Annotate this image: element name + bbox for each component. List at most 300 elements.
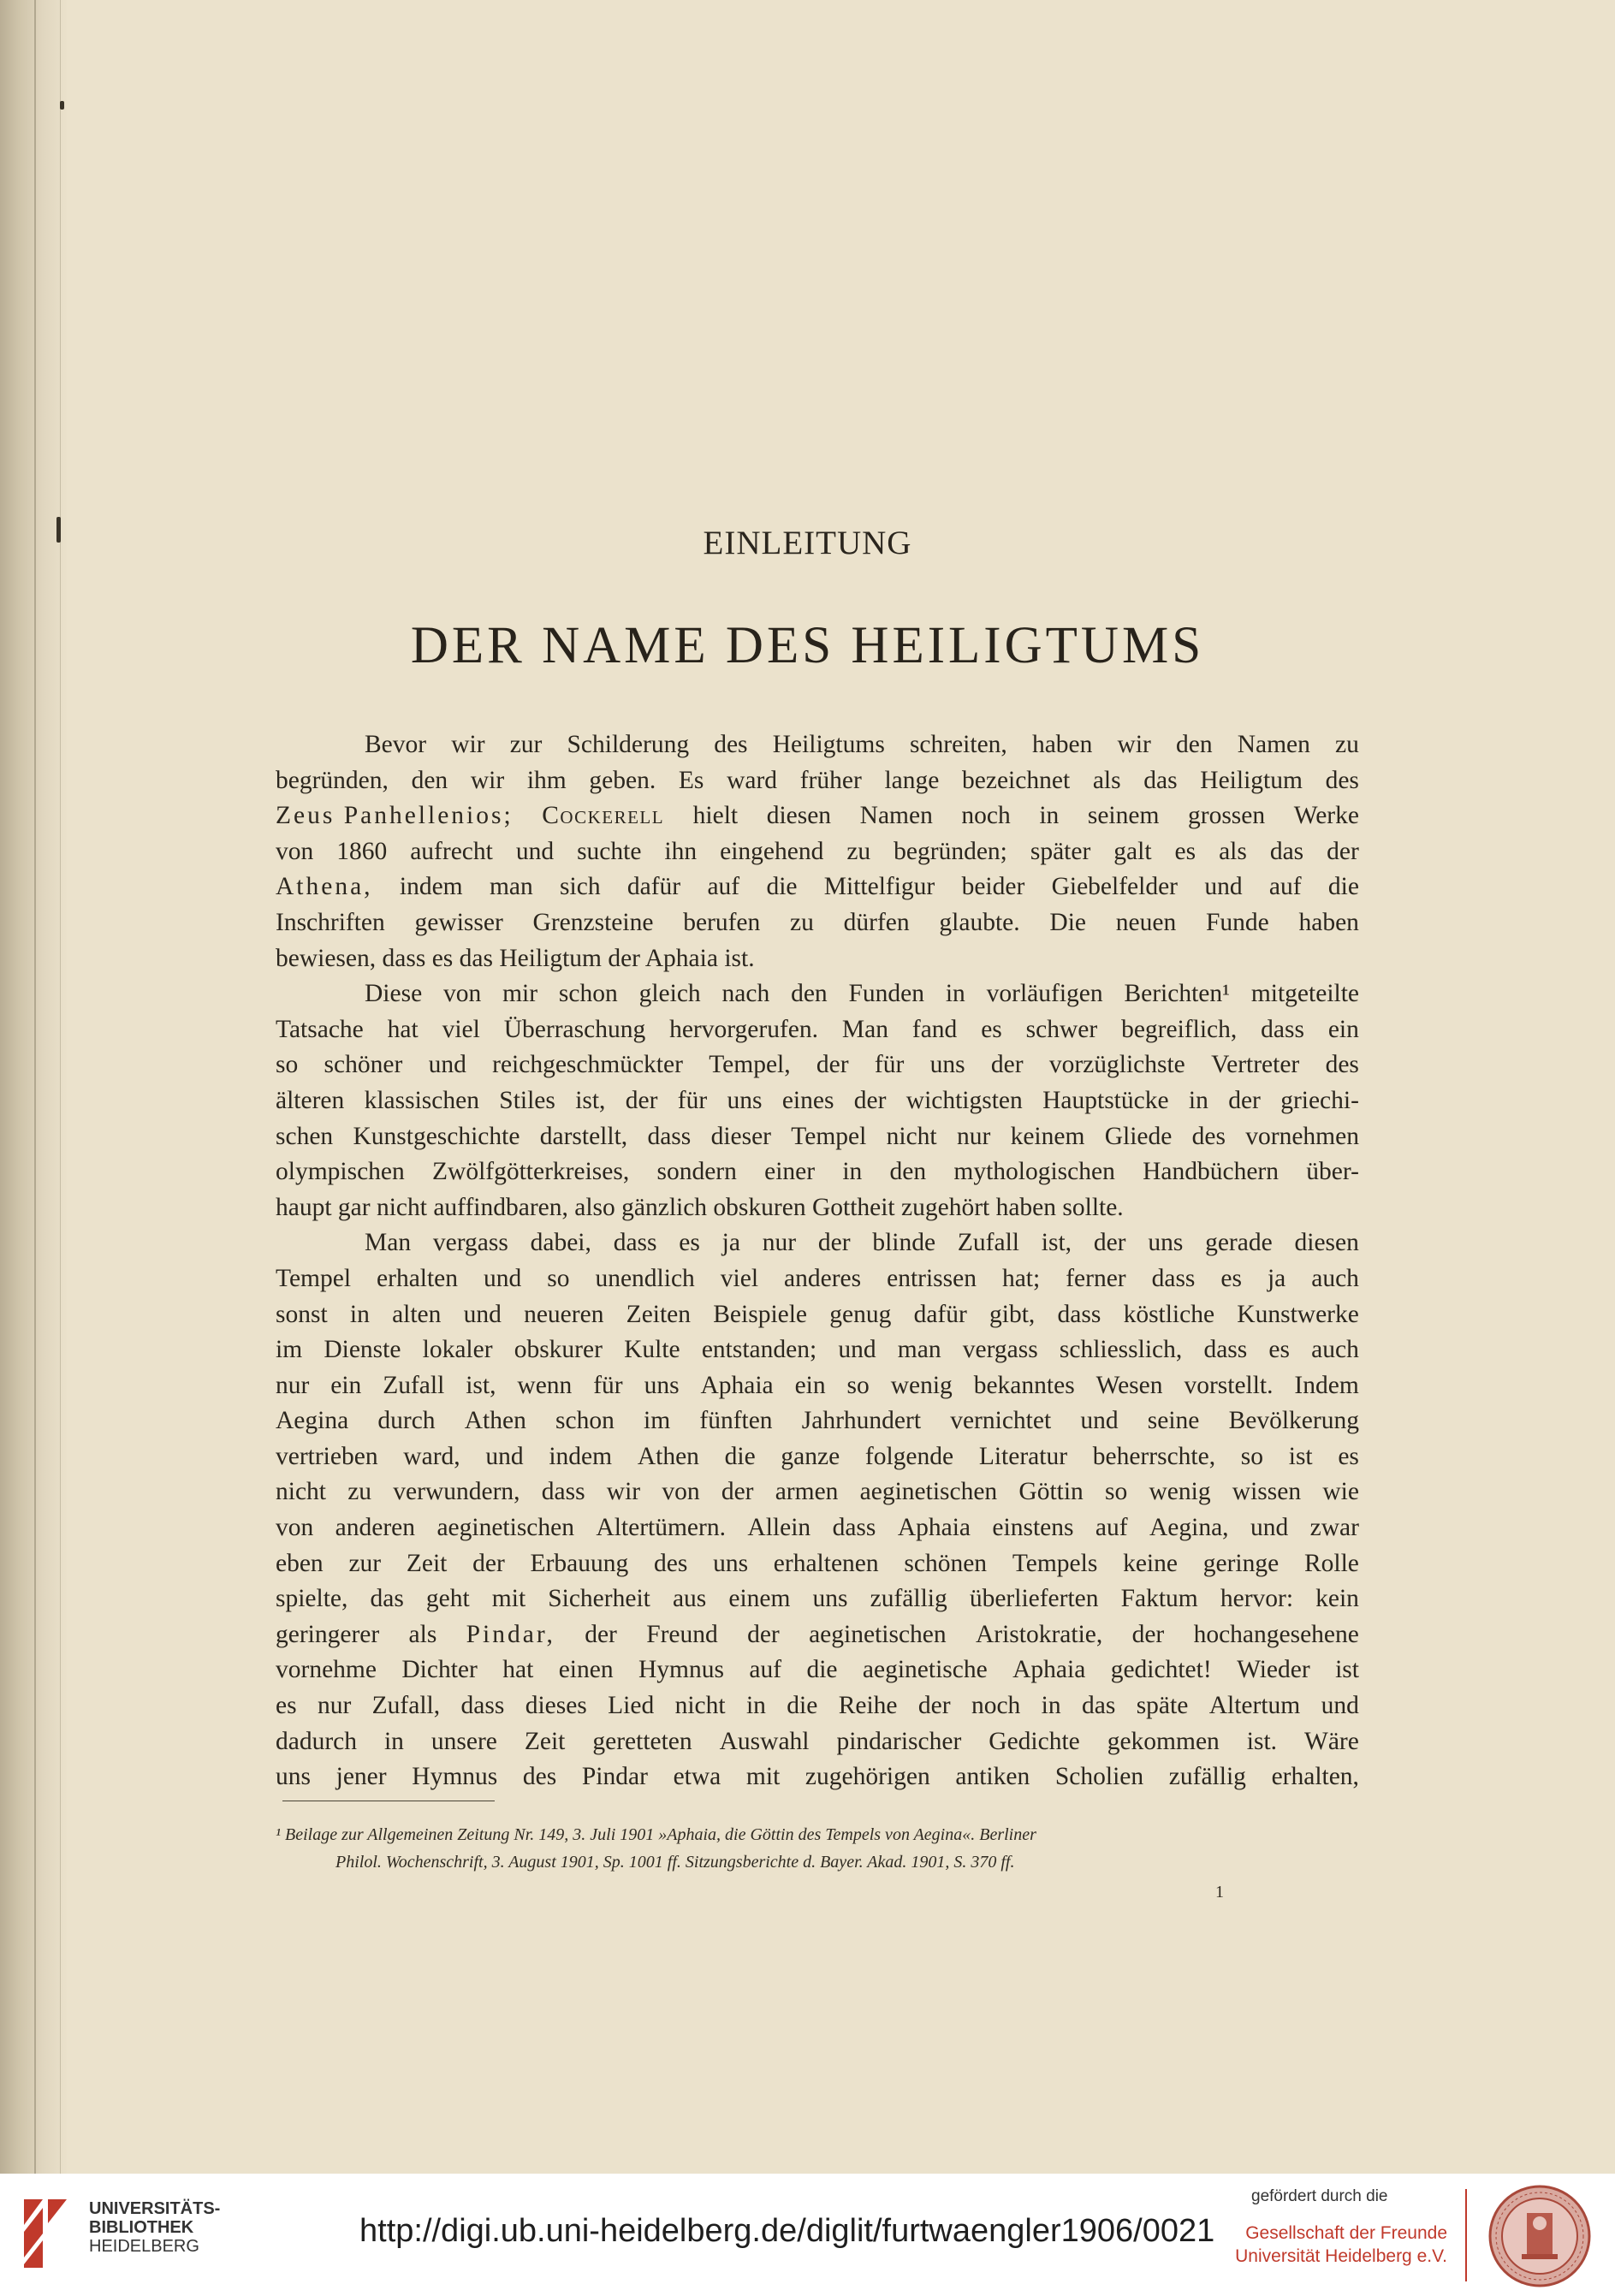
word: Gliede xyxy=(1104,1122,1173,1150)
word: Kulte xyxy=(624,1336,680,1364)
word: wenig xyxy=(1149,1478,1211,1506)
word: Überraschung xyxy=(503,1015,646,1043)
word: uns xyxy=(812,1585,848,1613)
word: nicht xyxy=(276,1478,326,1506)
word: man xyxy=(489,873,533,901)
word: alten xyxy=(392,1300,442,1328)
word: mitgeteilte xyxy=(1250,980,1359,1008)
word: bewiesen, dass es das Heiligtum der Aphaia ist. xyxy=(276,944,755,972)
word: Indem xyxy=(1294,1371,1359,1399)
scan-speck xyxy=(60,101,64,110)
word: vernichtet xyxy=(950,1407,1052,1435)
word: vorstellt. xyxy=(1184,1371,1274,1399)
word: die xyxy=(1327,873,1359,901)
word: Aristokratie, xyxy=(975,1620,1103,1648)
word: ihn xyxy=(664,837,698,865)
word: aeginetische xyxy=(862,1656,988,1684)
word: schon xyxy=(555,1407,615,1435)
word: mit xyxy=(745,1763,781,1791)
word: der xyxy=(585,1620,617,1648)
word: und xyxy=(1321,1692,1359,1720)
word: Inschriften xyxy=(276,908,385,936)
word: in xyxy=(745,1692,766,1720)
word: uns xyxy=(713,1549,749,1577)
word: wir xyxy=(451,731,485,758)
word: und xyxy=(515,837,555,865)
page-number: 1 xyxy=(1215,1883,1224,1901)
word: in xyxy=(383,1727,404,1755)
word: ferner xyxy=(1066,1264,1126,1292)
word: dass xyxy=(832,1514,876,1542)
word: Zeiten xyxy=(626,1300,692,1328)
word: anderes xyxy=(784,1264,862,1292)
word: berufen xyxy=(683,908,761,936)
word: eingehend xyxy=(720,837,824,865)
text-line xyxy=(276,763,1359,799)
word: unsere xyxy=(430,1727,497,1755)
word: vorzüglichste xyxy=(1048,1051,1185,1079)
word: die xyxy=(806,1656,838,1684)
word: antiken xyxy=(955,1763,1030,1791)
word: wir xyxy=(606,1478,641,1506)
word: armen xyxy=(775,1478,839,1506)
word: vergass xyxy=(432,1229,508,1257)
word: Wesen xyxy=(1095,1371,1163,1399)
word: Es xyxy=(678,766,704,794)
word: keine xyxy=(1123,1549,1178,1577)
word: das xyxy=(370,1585,404,1613)
footnote xyxy=(276,1821,1359,1876)
word: Erbauung xyxy=(530,1549,629,1577)
word: kein xyxy=(1315,1585,1359,1613)
word: mythologischen xyxy=(953,1158,1115,1186)
word: nur xyxy=(956,1122,991,1150)
text-line xyxy=(276,1759,1359,1795)
word: griechi- xyxy=(1280,1086,1359,1114)
word: uns xyxy=(929,1051,965,1079)
word: dafür xyxy=(913,1300,967,1328)
word: neueren xyxy=(524,1300,604,1328)
text-line xyxy=(276,869,1359,905)
word: nur xyxy=(276,1371,310,1399)
word: Scholien xyxy=(1054,1763,1144,1791)
word: Athen xyxy=(637,1442,699,1470)
word: geretteten xyxy=(592,1727,692,1755)
word: folgende xyxy=(864,1442,954,1470)
word: Rolle xyxy=(1303,1549,1359,1577)
page-title: DER NAME DES HEILIGTUMS xyxy=(410,617,1205,674)
word: ward xyxy=(727,766,778,794)
word: als xyxy=(1092,766,1121,794)
word: glaubte. xyxy=(939,908,1020,936)
word: geringe xyxy=(1202,1549,1280,1577)
word: zufällig xyxy=(870,1585,947,1613)
word: einer xyxy=(764,1158,816,1186)
word: wichtigsten xyxy=(905,1086,1023,1114)
gutter-line xyxy=(60,0,61,2174)
word: Mittelfigur xyxy=(823,873,935,901)
word: wenig xyxy=(890,1371,953,1399)
word: der xyxy=(747,1620,780,1648)
word: ward, xyxy=(403,1442,460,1470)
word: ja xyxy=(721,1229,740,1257)
word: diesen xyxy=(1294,1229,1359,1257)
text-line xyxy=(276,1083,1359,1119)
word: eben xyxy=(276,1549,324,1577)
word: indem xyxy=(549,1442,613,1470)
word: und xyxy=(484,1264,522,1292)
word: zu xyxy=(1335,731,1359,758)
word: in xyxy=(349,1300,370,1328)
word: fünften xyxy=(699,1407,773,1435)
word: Kunstwerke xyxy=(1237,1300,1359,1328)
word: zu xyxy=(790,908,814,936)
word: schöner xyxy=(324,1051,403,1079)
word: und xyxy=(485,1442,524,1470)
footnote-line: Philol. Wochenschrift, 3. August 1901, Sp. 1001 ff. Sitzungsberichte d. Bayer. Akad. 1901, S. 370 ff. xyxy=(335,1853,1015,1872)
word: noch xyxy=(961,802,1011,830)
word: Pindar, xyxy=(466,1620,555,1648)
word: uns xyxy=(644,1371,680,1399)
word: darstellt, xyxy=(539,1122,628,1150)
word: schwer xyxy=(1025,1015,1098,1043)
word: Grenzsteine xyxy=(532,908,654,936)
word: dass xyxy=(460,1692,505,1720)
word: zu xyxy=(347,1478,372,1506)
word: Altertum xyxy=(1208,1692,1301,1720)
word: Wäre xyxy=(1304,1727,1359,1755)
word: sich xyxy=(560,873,601,901)
word: der xyxy=(853,1086,887,1114)
word: ist xyxy=(1288,1442,1313,1470)
word: Wieder xyxy=(1237,1656,1310,1684)
word: für xyxy=(874,1051,905,1079)
word: ein xyxy=(794,1371,826,1399)
word: hochangesehene xyxy=(1193,1620,1359,1648)
word: ist, xyxy=(466,1371,496,1399)
word: beherrschte, xyxy=(1092,1442,1216,1470)
text-line xyxy=(276,1581,1359,1617)
word: so xyxy=(1105,1478,1128,1506)
word: im xyxy=(644,1407,671,1435)
word: und xyxy=(1080,1407,1119,1435)
text-line xyxy=(276,1724,1359,1760)
word: gewisser xyxy=(414,908,503,936)
word: Athen xyxy=(464,1407,526,1435)
word: Aegina, xyxy=(1149,1514,1229,1542)
word: gleich xyxy=(638,980,701,1008)
word: neuen xyxy=(1115,908,1177,936)
word: es xyxy=(981,1015,1002,1043)
word: mit xyxy=(491,1585,526,1613)
text-line xyxy=(276,1119,1359,1155)
word: Dienste xyxy=(324,1336,401,1364)
word: vorläufigen xyxy=(986,980,1103,1008)
text-line xyxy=(276,1510,1359,1546)
word: auf xyxy=(1095,1514,1128,1542)
word: wir xyxy=(470,766,505,794)
word: Lied xyxy=(608,1692,655,1720)
footnote-line: ¹ Beilage zur Allgemeinen Zeitung Nr. 149, 3. Juli 1901 »Aphaia, die Göttin des Tempels von Aegina«. Berliner xyxy=(276,1825,1036,1844)
word: so xyxy=(846,1371,870,1399)
word: der xyxy=(1131,1620,1165,1648)
word: unendlich xyxy=(595,1264,695,1292)
word: hat xyxy=(387,1015,419,1043)
footer-banner xyxy=(0,2174,1615,2296)
text-line xyxy=(276,1474,1359,1510)
word: entstanden; xyxy=(701,1336,817,1364)
word: Man xyxy=(365,1229,412,1257)
word: später xyxy=(1030,837,1091,865)
word: lokaler xyxy=(422,1336,493,1364)
word: beider xyxy=(961,873,1025,901)
text-line xyxy=(276,1190,1359,1226)
society-name-line: Gesellschaft der Freunde xyxy=(1245,2223,1447,2243)
word: der xyxy=(625,1086,658,1114)
word: wie xyxy=(1322,1478,1359,1506)
word: vertrieben xyxy=(276,1442,378,1470)
word: das xyxy=(1082,1692,1116,1720)
word: auf xyxy=(749,1656,782,1684)
word: dass xyxy=(1203,1336,1248,1364)
word: dieses xyxy=(525,1692,587,1720)
word: zwar xyxy=(1309,1514,1359,1542)
word: des xyxy=(1325,1051,1359,1079)
library-name-line: HEIDELBERG xyxy=(89,2237,199,2256)
word: Sicherheit xyxy=(548,1585,650,1613)
word: der xyxy=(721,1478,754,1506)
word: Schilderung xyxy=(567,731,690,758)
text-line xyxy=(276,1225,1359,1261)
text-line xyxy=(276,727,1359,763)
page-gutter xyxy=(0,0,67,2174)
word: aeginetischen xyxy=(809,1620,947,1648)
library-name xyxy=(89,2199,220,2256)
word: hielt xyxy=(692,802,739,830)
word: Aegina xyxy=(276,1407,349,1435)
text-line xyxy=(276,1403,1359,1439)
word: wissen xyxy=(1232,1478,1302,1506)
word: Man xyxy=(841,1015,888,1043)
word: der xyxy=(917,1692,951,1720)
word: eines xyxy=(781,1086,834,1114)
text-line xyxy=(276,1332,1359,1368)
word: viel xyxy=(442,1015,480,1043)
word: älteren xyxy=(276,1086,345,1114)
word: zur xyxy=(348,1549,382,1577)
word: dieser xyxy=(710,1122,771,1150)
word: etwa xyxy=(673,1763,721,1791)
word: Vertreter xyxy=(1211,1051,1300,1079)
word: klassischen xyxy=(364,1086,479,1114)
word: dass xyxy=(1057,1300,1101,1328)
word: suchte xyxy=(577,837,642,865)
word: so xyxy=(547,1264,570,1292)
word: der xyxy=(1327,837,1359,865)
word: wir xyxy=(1117,731,1151,758)
word: seine xyxy=(1147,1407,1200,1435)
library-name-line: BIBLIOTHEK xyxy=(89,2218,194,2237)
word: entrissen xyxy=(887,1264,977,1292)
word: vornehme xyxy=(276,1656,377,1684)
word: Beispiele xyxy=(713,1300,808,1328)
word: genug xyxy=(829,1300,892,1328)
word: indem xyxy=(399,873,463,901)
word: über- xyxy=(1306,1158,1359,1186)
university-library-logo-icon xyxy=(17,2191,77,2276)
word: einstens xyxy=(992,1514,1074,1542)
word: haben xyxy=(1031,731,1093,758)
word: blinde xyxy=(872,1229,936,1257)
word: gerade xyxy=(1205,1229,1273,1257)
word: aufrecht xyxy=(410,837,493,865)
word: Giebelfelder xyxy=(1051,873,1179,901)
word: uns xyxy=(1148,1229,1184,1257)
text-line xyxy=(276,1047,1359,1083)
word: Zufall xyxy=(957,1229,1019,1257)
word: Tempel, xyxy=(709,1051,791,1079)
word: Cockerell xyxy=(542,802,665,830)
word: ein xyxy=(330,1371,362,1399)
word: und xyxy=(1250,1514,1289,1542)
word: olympischen xyxy=(276,1158,405,1186)
word: Allein xyxy=(747,1514,811,1542)
word: grossen xyxy=(1188,802,1266,830)
word: keinem xyxy=(1010,1122,1085,1150)
word: Funden xyxy=(848,980,924,1008)
divider xyxy=(1465,2189,1467,2281)
word: schen xyxy=(276,1122,334,1150)
text-line xyxy=(276,1439,1359,1475)
word: des xyxy=(522,1763,557,1791)
word: erhalten, xyxy=(1271,1763,1359,1791)
text-line xyxy=(276,834,1359,870)
word: hervor: xyxy=(1220,1585,1294,1613)
word: uns xyxy=(276,1763,311,1791)
text-line xyxy=(276,1368,1359,1404)
word: Diese xyxy=(365,980,423,1008)
word: auch xyxy=(1311,1264,1359,1292)
word: köstliche xyxy=(1123,1300,1215,1328)
word: ihm xyxy=(526,766,567,794)
word: pindarischer xyxy=(836,1727,962,1755)
word: erhaltenen xyxy=(773,1549,879,1577)
word: zufällig xyxy=(1168,1763,1246,1791)
word: schreiten, xyxy=(909,731,1007,758)
word: des xyxy=(1325,766,1359,794)
word: ja xyxy=(1267,1264,1286,1292)
word: verwundern, xyxy=(393,1478,520,1506)
word: der xyxy=(990,1051,1024,1079)
word: Dichter xyxy=(401,1656,478,1684)
word: Tempel xyxy=(791,1122,867,1150)
word: Hauptstücke xyxy=(1042,1086,1169,1114)
word: den xyxy=(791,980,828,1008)
word: es xyxy=(276,1692,297,1720)
word: Zufall, xyxy=(371,1692,441,1720)
word: Die xyxy=(1049,908,1086,936)
word: des xyxy=(714,731,748,758)
word: galt xyxy=(1113,837,1152,865)
word: nur xyxy=(762,1229,797,1257)
word: reichgeschmückter xyxy=(492,1051,683,1079)
word: gekommen xyxy=(1107,1727,1220,1755)
word: für xyxy=(677,1086,708,1114)
word: diesen xyxy=(766,802,832,830)
word: aeginetischen xyxy=(859,1478,998,1506)
gutter-line xyxy=(34,0,36,2174)
word: der xyxy=(472,1549,505,1577)
word: so xyxy=(1240,1442,1264,1470)
word: aus xyxy=(672,1585,707,1613)
word: Heiligtum xyxy=(1200,766,1303,794)
society-name-line: Universität Heidelberg e.V. xyxy=(1235,2246,1447,2266)
word: Handbüchern xyxy=(1143,1158,1280,1186)
word: der xyxy=(1228,1086,1261,1114)
word: die xyxy=(766,873,798,901)
word: zu xyxy=(846,837,871,865)
word: im xyxy=(276,1336,303,1364)
word: begründen, xyxy=(276,766,389,794)
word: in xyxy=(945,980,965,1008)
text-line xyxy=(276,1546,1359,1582)
permalink-url[interactable]: http://digi.ub.uni-heidelberg.de/diglit/furtwaengler1906/0021 xyxy=(359,2213,1215,2249)
word: Pindar xyxy=(581,1763,648,1791)
word: dass xyxy=(613,1229,657,1257)
text-line xyxy=(276,905,1359,941)
body-text xyxy=(276,727,1359,1795)
word: Göttin xyxy=(1018,1478,1084,1506)
word: Heiligtums xyxy=(772,731,885,758)
word: zugehörigen xyxy=(805,1763,930,1791)
society-name xyxy=(1222,2222,1447,2268)
word: dass xyxy=(1151,1264,1196,1292)
funded-by-label: gefördert durch die xyxy=(1251,2187,1388,2205)
word: den xyxy=(1175,731,1213,758)
word: vergass xyxy=(962,1336,1038,1364)
word: Gedichte xyxy=(989,1727,1080,1755)
word: dürfen xyxy=(843,908,910,936)
word: dadurch xyxy=(276,1727,358,1755)
word: bezeichnet xyxy=(962,766,1071,794)
library-name-line: UNIVERSITÄTS- xyxy=(89,2199,221,2218)
word: auf xyxy=(1268,873,1302,901)
word: Altertümern. xyxy=(596,1514,726,1542)
word: Reihe xyxy=(838,1692,898,1720)
word: haupt gar nicht auffindbaren, also gänzlich obskuren Gottheit zugehört haben sollte. xyxy=(276,1193,1124,1221)
word: vornehmen xyxy=(1245,1122,1359,1150)
word: und xyxy=(463,1300,502,1328)
word: man xyxy=(897,1336,941,1364)
word: nach xyxy=(721,980,770,1008)
word: von xyxy=(276,837,314,865)
word: es xyxy=(679,1229,700,1257)
word: Zufall xyxy=(383,1371,445,1399)
text-line xyxy=(276,798,1359,834)
word: viel xyxy=(720,1264,759,1292)
word: 1860 xyxy=(336,837,388,865)
word: ein xyxy=(1327,1015,1359,1043)
word: Tempels xyxy=(1012,1549,1098,1577)
word: auch xyxy=(1311,1336,1359,1364)
word: anderen xyxy=(335,1514,416,1542)
word: Jahrhundert xyxy=(801,1407,922,1435)
word: den xyxy=(889,1158,927,1186)
word: als xyxy=(408,1620,437,1648)
word: es xyxy=(1220,1264,1242,1292)
word: für xyxy=(593,1371,623,1399)
text-line xyxy=(276,1261,1359,1297)
